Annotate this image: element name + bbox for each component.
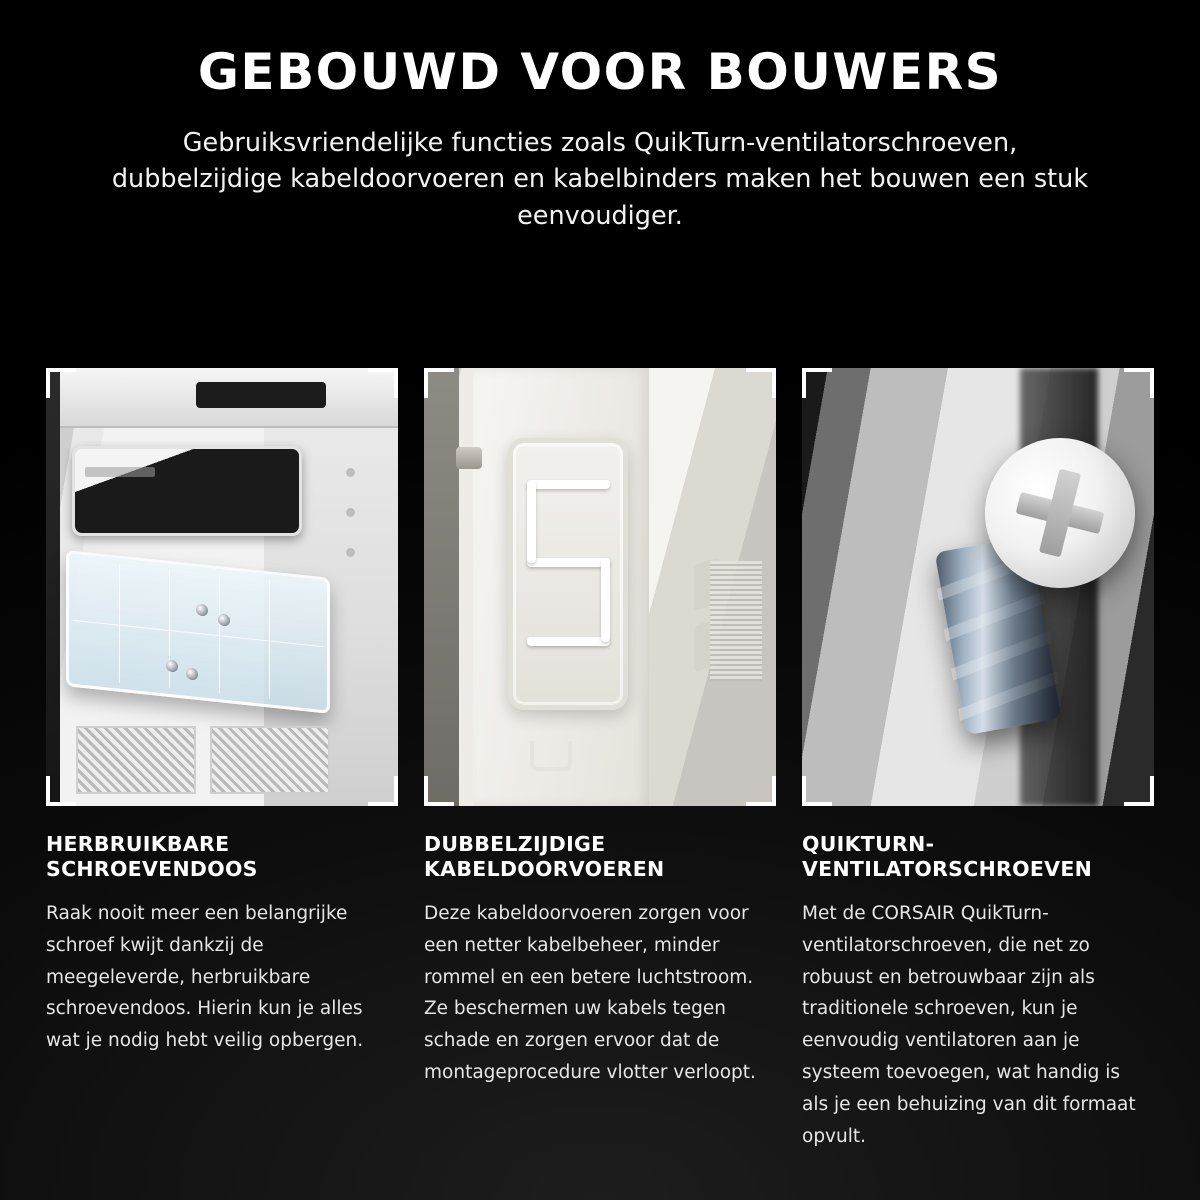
- case-vent-right: [210, 726, 330, 794]
- case-top-slot: [196, 382, 326, 408]
- case-edge-shadow: [424, 368, 459, 806]
- screw-box-tray: [66, 550, 330, 714]
- mounting-stud: [456, 447, 482, 469]
- page-header: [0, 0, 1200, 235]
- screw-item: [218, 613, 230, 626]
- dual-sided-cable-grommet-photo: [424, 368, 776, 806]
- screw-item: [186, 667, 198, 680]
- feature-card-body: Deze kabeldoorvoeren zorgen voor een netter kabelbeheer, minder rommel en een betere luchtstroom. Ze beschermen uw kabels tegen schade en zorgen ervoor dat de montageprocedure vlotter verloopt.: [424, 903, 756, 1084]
- feature-card: [802, 368, 1154, 1153]
- feature-card: [46, 368, 398, 1153]
- case-edge-shadow: [46, 368, 60, 806]
- feature-card: [424, 368, 776, 1153]
- screw-item: [196, 603, 208, 616]
- screw-box-lid: [72, 446, 302, 536]
- feature-card-body: Raak nooit meer een belangrijke schroef kwijt dankzij de meegeleverde, herbruikbare schroevendoos. Hierin kun je alles wat je nodig hebt veilig opbergen.: [46, 903, 364, 1052]
- cable-grommet: [508, 438, 628, 710]
- quikturn-screw-illustration: [802, 368, 1154, 806]
- page-subtitle: Gebruiksvriendelijke functies zoals QuikTurn-ventilatorschroeven, dubbelzijdige kabeldoorvoeren en kabelbinders maken het bouwen een stuk eenvoudiger.: [111, 127, 1089, 231]
- feature-card-list: [0, 368, 1200, 1153]
- reusable-screw-box-photo: [46, 368, 398, 806]
- screw-item: [166, 659, 178, 672]
- case-vent-left: [76, 726, 196, 794]
- feature-card-title: DUBBELZIJDIGE KABELDOORVOEREN: [424, 832, 665, 881]
- cable-clip: [530, 741, 572, 771]
- quikturn-fan-screw-photo: [802, 368, 1154, 806]
- screw-box-illustration: [46, 368, 398, 806]
- feature-card-title: HERBRUIKBARE SCHROEVENDOOS: [46, 832, 258, 881]
- page-title: GEBOUWD VOOR BOUWERS: [197, 43, 1003, 101]
- case-mesh: [710, 561, 762, 681]
- feature-card-title: QUIKTURN-VENTILATORSCHROEVEN: [802, 832, 1093, 881]
- feature-card-body: Met de CORSAIR QuikTurn-ventilatorschroeven, die net zo robuust en betrouwbaar zijn als traditionele schroeven, kun je eenvoudig ventilatoren aan je systeem toevoegen, wat handig is als je een behuizing van dit formaat opvult.: [802, 903, 1136, 1147]
- cable-grommet-illustration: [424, 368, 776, 806]
